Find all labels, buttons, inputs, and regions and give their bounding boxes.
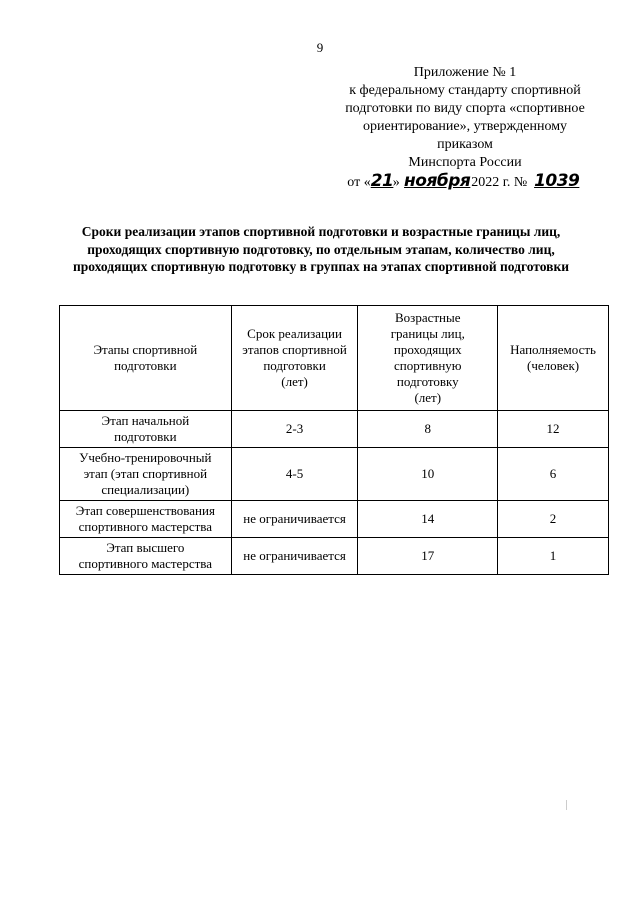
appendix-line: ориентирование», утвержденному: [362, 119, 568, 134]
cell-occupancy: 1: [498, 538, 609, 575]
scan-mark: [566, 800, 567, 810]
cell-age: 8: [358, 411, 498, 448]
cell-stage: Этап начальной подготовки: [60, 411, 232, 448]
header-occupancy: Наполняемость (человек): [498, 306, 609, 411]
appendix-line: подготовки по виду спорта «спортивное: [345, 101, 585, 116]
cell-stage: Учебно-тренировочный этап (этап спортивной специализации): [60, 448, 232, 501]
cell-occupancy: 2: [498, 501, 609, 538]
cell-duration: 4-5: [231, 448, 358, 501]
appendix-block: [335, 64, 595, 192]
stages-table: [59, 305, 609, 575]
cell-duration: 2-3: [231, 411, 358, 448]
cell-duration: не ограничивается: [231, 501, 358, 538]
order-year: 2022 г. №: [471, 175, 528, 190]
table-row: [60, 501, 609, 538]
handwritten-month: ноября: [404, 171, 471, 191]
page-number: 9: [316, 40, 324, 55]
handwritten-day: 21: [370, 171, 394, 191]
table-row: [60, 538, 609, 575]
table-row: [60, 411, 609, 448]
order-close-quote: »: [392, 175, 400, 190]
appendix-line: Минспорта России: [408, 155, 522, 170]
cell-occupancy: 12: [498, 411, 609, 448]
cell-stage: Этап высшего спортивного мастерства: [60, 538, 232, 575]
header-duration: Срок реализации этапов спортивной подготовки (лет): [231, 306, 358, 411]
table-header-row: [60, 306, 609, 411]
appendix-line: к федеральному стандарту спортивной: [349, 83, 581, 98]
cell-stage: Этап совершенствования спортивного мастерства: [60, 501, 232, 538]
order-prefix: от «: [347, 175, 371, 190]
handwritten-order-number: 1039: [534, 171, 580, 191]
cell-age: 14: [358, 501, 498, 538]
cell-age: 17: [358, 538, 498, 575]
cell-occupancy: 6: [498, 448, 609, 501]
document-title: Сроки реализации этапов спортивной подготовки и возрастные границы лиц, проходящих спортивную подготовку, по отдельным этапам, количество лиц, проходящих спортивную подготовку в группах на этапах спортивной подготовки: [72, 224, 570, 274]
header-age-limits: Возрастные границы лиц, проходящих спортивную подготовку (лет): [358, 306, 498, 411]
appendix-line: Приложение № 1: [413, 65, 517, 80]
header-stages: Этапы спортивной подготовки: [60, 306, 232, 411]
order-line: [335, 172, 595, 192]
cell-age: 10: [358, 448, 498, 501]
appendix-line: приказом: [437, 137, 493, 152]
table-row: [60, 448, 609, 501]
cell-duration: не ограничивается: [231, 538, 358, 575]
